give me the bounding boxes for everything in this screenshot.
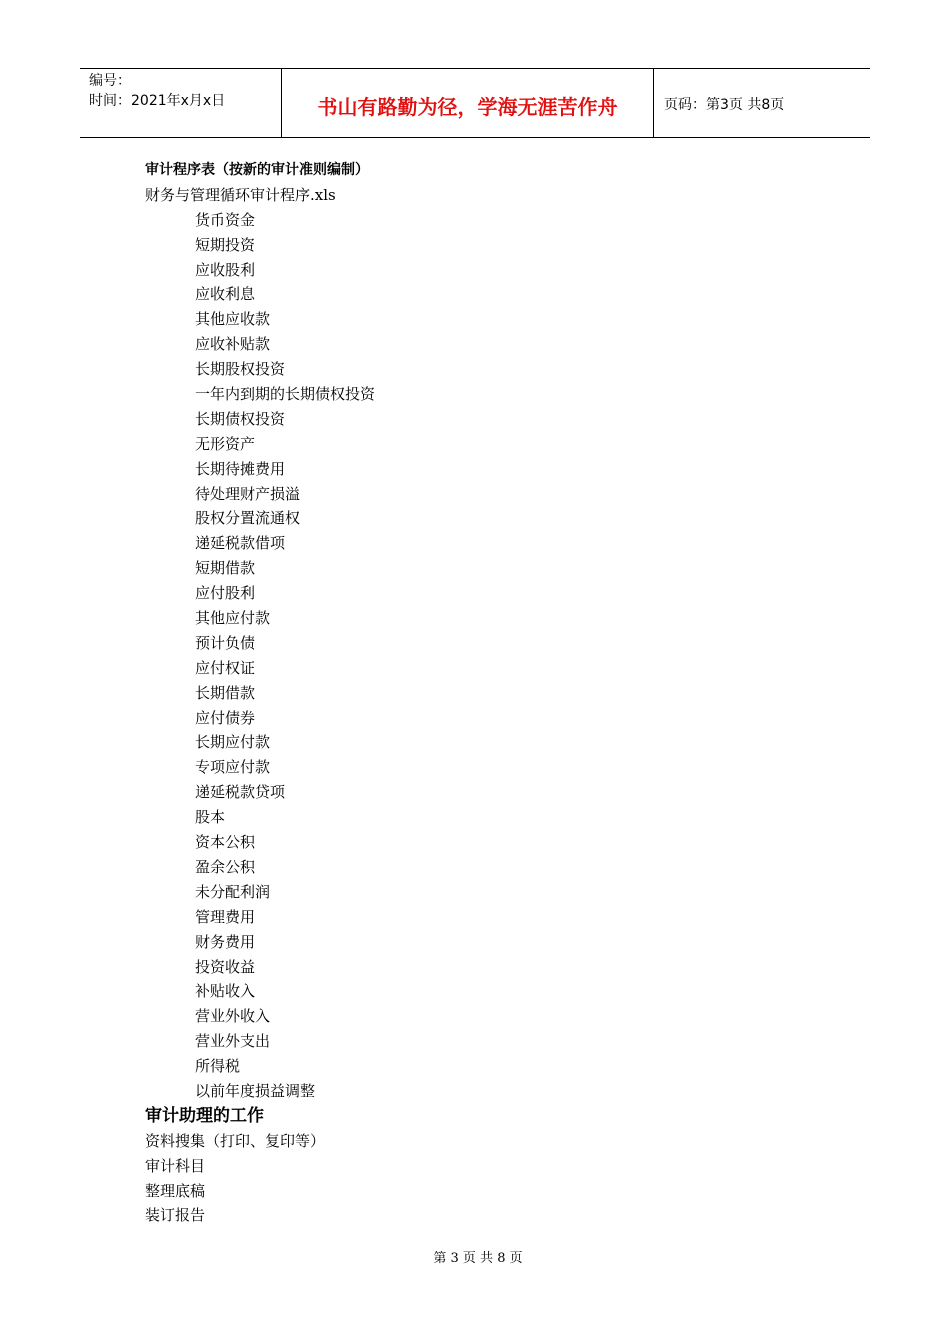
list-item: 长期应付款 (195, 733, 271, 752)
list-item: 营业外支出 (195, 1032, 271, 1051)
header-time: 时间：2021年x月x日 (89, 93, 226, 109)
list-item: 货币资金 (195, 210, 256, 229)
list-item: 待处理财产损溢 (195, 484, 301, 503)
list-item: 资本公积 (195, 833, 256, 852)
list-item: 应收利息 (195, 285, 256, 304)
list-item: 营业外收入 (195, 1007, 271, 1026)
list-item: 股权分置流通权 (195, 509, 301, 528)
header-page-info: 页码：第3页 共8页 (664, 97, 785, 113)
list-item: 以前年度损益调整 (195, 1081, 316, 1100)
list-item: 投资收益 (195, 957, 256, 976)
list-item: 应收补贴款 (195, 335, 271, 354)
list-item: 整理底稿 (145, 1181, 206, 1200)
list-item: 短期借款 (195, 559, 256, 578)
list-item: 所得税 (195, 1057, 241, 1076)
list-item: 补贴收入 (195, 982, 256, 1001)
list-item: 资料搜集（打印、复印等） (145, 1131, 326, 1150)
list-item: 财务费用 (195, 932, 256, 951)
list-item: 长期待摊费用 (195, 459, 286, 478)
list-item: 其他应付款 (195, 609, 271, 628)
audit-item-list (145, 208, 845, 1104)
list-item: 应付债券 (195, 708, 256, 727)
list-item: 长期债权投资 (195, 409, 286, 428)
header-number: 编号： (89, 73, 131, 89)
section-title-assistant-work: 审计助理的工作 (145, 1105, 264, 1126)
page-header (80, 68, 870, 138)
page-footer: 第 3 页 共 8 页 (433, 1251, 523, 1266)
list-item: 预计负债 (195, 633, 256, 652)
list-item: 应付权证 (195, 658, 256, 677)
list-item: 装订报告 (145, 1206, 206, 1225)
list-item: 管理费用 (195, 907, 256, 926)
section-title-audit-program: 审计程序表（按新的审计准则编制） (145, 162, 369, 178)
list-item: 应收股利 (195, 260, 256, 279)
list-item: 专项应付款 (195, 758, 271, 777)
header-info (80, 69, 282, 137)
list-item: 短期投资 (195, 235, 256, 254)
list-item: 审计科目 (145, 1156, 206, 1175)
document-body (145, 158, 845, 1228)
list-item: 一年内到期的长期债权投资 (195, 385, 376, 404)
list-item: 未分配利润 (195, 882, 271, 901)
assistant-task-list (145, 1129, 845, 1229)
list-item: 其他应收款 (195, 310, 271, 329)
list-item: 递延税款借项 (195, 534, 286, 553)
list-item: 长期股权投资 (195, 360, 286, 379)
file-link[interactable]: 财务与管理循环审计程序.xls (145, 185, 336, 204)
list-item: 盈余公积 (195, 857, 256, 876)
list-item: 股本 (195, 808, 226, 827)
list-item: 递延税款贷项 (195, 783, 286, 802)
header-slogan: 书山有路勤为径，学海无涯苦作舟 (282, 69, 654, 137)
list-item: 无形资产 (195, 434, 256, 453)
list-item: 应付股利 (195, 584, 256, 603)
list-item: 长期借款 (195, 683, 256, 702)
